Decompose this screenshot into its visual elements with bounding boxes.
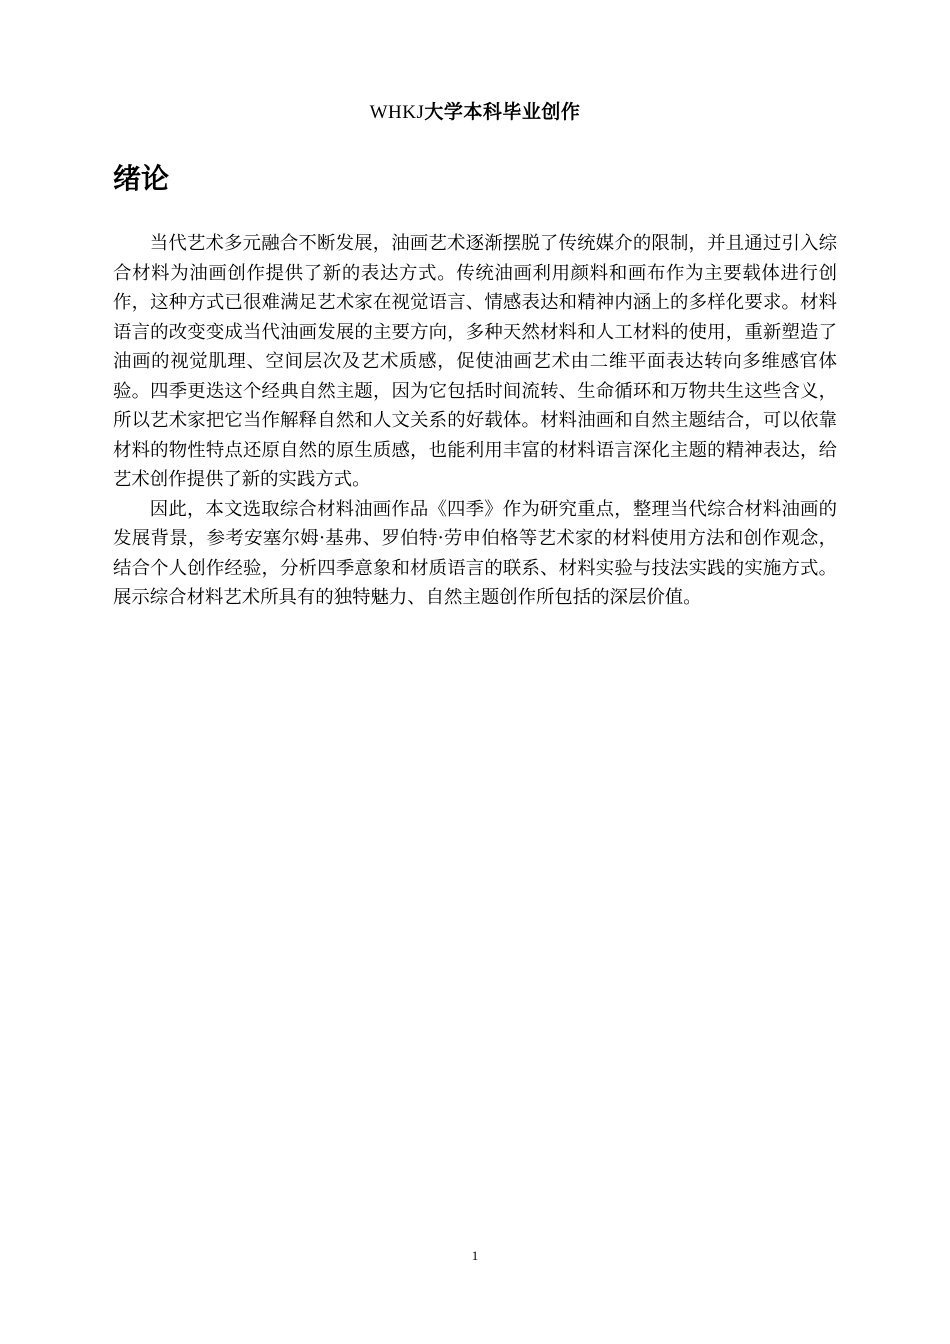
header-prefix: WHKJ [369, 102, 425, 123]
header-title: 大学本科毕业创作 [424, 101, 581, 123]
section-title: 绪论 [113, 162, 170, 195]
paragraph: 因此，本文选取综合材料油画作品《四季》作为研究重点，整理当代综合材料油画的发展背景，参考安塞尔姆·基弗、罗伯特·劳申伯格等艺术家的材料使用方法和创作观念，结合个人创作经验，分析四季意象和材质语言的联系、材料实验与技法实践的实施方式。展示综合材料艺术所具有的独特魅力、自然主题创作所包括的深层价值。 [113, 498, 837, 608]
paragraph: 当代艺术多元融合不断发展，油画艺术逐渐摆脱了传统媒介的限制，并且通过引入综合材料为油画创作提供了新的表达方式。传统油画利用颜料和画布作为主要载体进行创作，这种方式已很难满足艺术家在视觉语言、情感表达和精神内涵上的多样化要求。材料语言的改变变成当代油画发展的主要方向，多种天然材料和人工材料的使用，重新塑造了油画的视觉肌理、空间层次及艺术质感，促使油画艺术由二维平面表达转向多维感官体验。四季更迭这个经典自然主题，因为它包括时间流转、生命循环和万物共生这些含义，所以艺术家把它当作解释自然和人文关系的好载体。材料油画和自然主题结合，可以依靠材料的物性特点还原自然的原生质感，也能利用丰富的材料语言深化主题的精神表达，给艺术创作提供了新的实践方式。 [113, 233, 837, 490]
running-header [0, 97, 950, 124]
page-number: 1 [471, 1248, 479, 1263]
body-text [113, 229, 837, 613]
